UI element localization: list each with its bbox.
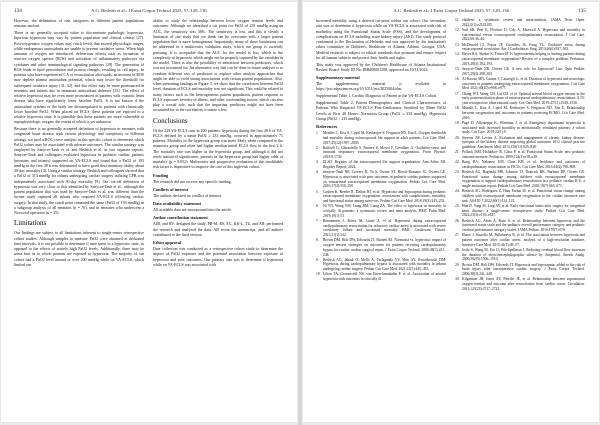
running-header — [316, 8, 586, 14]
reference-text: Beshish AG, Baginski MR, Johnson TJ, Deatrick BK, Barbaro RP, Owens GE. Functional status change among children with extracorporeal membrane oxygenation to support cardiopulmonary resuscitation in a pediatric cardiac ICU: a single institution report. Pediatr Crit Care Med. 2018;19(7):665–671. — [462, 169, 585, 189]
reference-number: 30. — [455, 277, 460, 282]
right-page-column-2 — [455, 18, 585, 292]
reference-item — [316, 190, 446, 204]
page-number: 135 — [578, 8, 586, 14]
subheading-author-contribution: Author contribution statement — [153, 215, 208, 221]
reference-text: Sznycer-Taub NR, Lowery R, Yu S, Owens ST, Hirsch-Romano JC, Owens GE. Hyperoxia is associated with poor outcomes in pediatric cardiac patients supported on venoarterial extracorporeal membrane oxygenation. Pediatr Crit Care Med. 2016;17(4):350–358. — [323, 170, 446, 189]
reference-text: children: a systematic review and meta-analysis. JAMA Netw Open. 2022;5(1):e2142105. — [462, 18, 585, 27]
right-page-column-1 — [316, 18, 446, 292]
reference-item — [316, 131, 446, 145]
subheading-ethics: Ethics approval — [153, 240, 182, 245]
paragraph: All available data are incorporated into the article. — [153, 207, 233, 212]
reference-number: 21. — [455, 150, 460, 155]
reference-number: 11. — [455, 18, 460, 22]
reference-text: Lilien TA, Groeneveld NS, van Etten-Jamaludin F, et al. Association of arterial hyperoxia with outcomes in critically ill — [323, 272, 446, 282]
reference-text: Pollack MM, Holubkov R, Glass P, et al. Functional Status Scale: new pediatric outcome measure. Pediatrics. 2009;124(1):e18–e28. — [462, 150, 585, 159]
reference-text: Chang WT, Wang CH, Lai CH, et al. Optimal arterial blood oxygen tension in the early postresuscitation phase of extracorporeal cardiopulmonary resuscitation: A 15-year retrospective observational study. Crit Care Med. 2019;47(11):1549–1556. — [462, 91, 585, 106]
reference-text: Beshish AG, Jahadi O, Mello A, Yarlagadda VV, Shin AY, Kwiatkowski DM. Hyperoxia during cardiopulmonary bypass is associated with mortality in infants undergoing cardiac surgery. Pediatr Crit Care Med. 2021;22(5):445–453. — [323, 257, 446, 272]
reference-number: 24. — [455, 189, 460, 194]
reference-text: Brown DM, Holt DW, Edwards JT, Burnett RJ. Normoxia vs. hyperoxia: impact of oxygen tension strategies on outcomes for patients receiving cardiopulmonary bypass for routine cardiac surgical repair. J Extra Corpor Technol. 2006;38(3):241–248. — [323, 238, 446, 257]
reference-item — [455, 263, 585, 277]
reference-item — [455, 106, 585, 120]
reference-item — [455, 219, 585, 233]
reference-item — [455, 18, 585, 28]
paragraph: Of the 229 VA-ECLS runs in 200 patients, hyperoxia during the first 48 h of VA-ECLS defined by a mean PaO2 ≥ 233 mmHg, occurred in approximately 71 patients. Mortality in the hyperoxia group was more likely when compared to the normoxia group and often had higher median initial ECLS flow in the first 2 h. The mortality rate was higher in the hyperoxia group, and although it did not reach statistical significance, patients in the hyperoxia group had higher odds of mortality (p = 0.052). Multicenter and prospective evaluation of this modifiable risk factor is imperative to improve the care of this high-risk cohort. — [153, 127, 283, 170]
reference-item — [455, 28, 585, 42]
reference-text: Ni YN, Wang YM, Liang BM, Liang ZA. The effect of hyperoxia on mortality in critically ill patients: a systematic review and meta analysis. BMC Pulm Med. 2019;19(1):53. — [323, 204, 446, 218]
section-heading-conclusions: Conclusions — [153, 116, 188, 125]
reference-item — [455, 150, 585, 160]
reference-item — [455, 160, 585, 170]
paragraph: ability to study the relationship between lower oxygen tension levels and outcomes. Although we identified a cut point for PaO2 of 233 mmHg using an AUC, the sensitivity was 36%. The sensitivity is low, and this is clearly a limitation of our study that we think can be overcome with a larger patient population that is more homogenous. Importantly, many of these limitations can be addressed in a multicenter validation study, which our group is currently pursuing. It is acceptable that the AUC for the model is low, which to the complexity of hyperoxia, which might not be properly captured by the variables in the model. There is also the possibility of interaction between predictors, which was not accounted for. An alternative way that can be done in future analyses is to combine different sets of predictors or explore other analytic approaches that might be able to yield strong associations with certain patient populations. Also, when presenting findings in Figure 3, we show that the correlation between PaO2 level, duration of ECLS and mortality was not significant. This could be related to many factors such as the heterogeneous patient population, patient response to ECLS exposure, severity of illness, and other confounding factors, which can also play a crucial role, such that the important predictors might not have been accounted for in the correlation, to name a few. — [153, 18, 284, 113]
reference-item — [316, 146, 446, 160]
reference-list — [316, 131, 446, 282]
reference-number: 15. — [455, 67, 460, 72]
reference-item — [455, 189, 585, 203]
paragraph: Supplemental Table 1, Cardiac Diagnosis of Patient in the VA-ECLS Cohort. — [316, 93, 438, 99]
reference-text: Mendes L, Kiss A, Cypel M, Keshavjee S, Ferguson ND, Fan E. Oxygen thresholds and mortality during extracorporeal life support in adult patients. Crit Care Med. 2017;45(12):1997–2005. — [323, 131, 446, 145]
reference-number: 18. — [455, 106, 460, 111]
reference-text: Joshi S, Wang M, Etu JJ, Pile-Spellman J. Reducing cerebral blood flow increases the duration of electroencephalographic silence by thiopental. Anesth Analg. 2006;102(5):1506–1510. — [462, 247, 585, 262]
reference-number: 19. — [455, 120, 460, 125]
reference-item — [455, 52, 585, 66]
reference-number: 16. — [455, 76, 460, 81]
paragraph: Our findings are subject to all limitations inherent to single-center retrospective cohort studies. Although samples to measure PaO2 were obtained at dedicated time intervals, it is not possible to determine if time spent in a hyperoxic state, as opposed to the effects of acutely high PaO2 levels. Additionally, there may be some bias as to which patients are exposed to hyperoxia. The majority of our cohort had a PaO2 level around or over 200 mmHg while on VA-ECLS, which limited our — [14, 230, 144, 267]
reference-number: 20. — [455, 135, 460, 140]
reference-item — [455, 67, 585, 77]
reference-item — [316, 170, 446, 189]
reference-text: Pagé D, Allouteppe K, Wiseman J, et al. Emergency department hyperoxia is associated with increased mortality in mechanically ventilated patients: a cohort study. Crit Care. 2018;22(1):9. — [462, 120, 585, 135]
reference-number: 5. — [316, 189, 319, 194]
section-heading-limitations: Limitations — [14, 219, 47, 228]
running-title: A.G. Beshish et al.; J Extra Corpor Technol 2025, 57, 129–136 — [393, 8, 509, 13]
reference-number: 10. — [316, 272, 321, 277]
reference-item — [455, 136, 585, 150]
reference-item — [455, 121, 585, 135]
subheading-data-availability: Data availability statement — [153, 201, 202, 206]
subheading-funding: Funding — [153, 172, 169, 178]
paragraph: This study was approved by the Children's Healthcare of Atlanta Institutional Review Board: Study ID No. IRB#00001299, approved on 10/11/2022. — [316, 61, 446, 72]
reference-number: 4. — [316, 170, 319, 175]
paragraph: Supplemental Table 2, Patient Demographics and Clinical Characteristics of Patients Who Required VA-ECLS Post-Cardiotomy Stratified by Mean PaO2 Levels at First 48 Hours: Normoxia Group (PaO2 ≤ 233 mmHg); Hyperoxia Group (PaO2 > 233 mmHg). — [316, 100, 446, 121]
reference-text: Kilgannon JH, Jones AE, Parrillo JE, et al. Relationship between supranormal oxygen tension and outcome after resuscitation from cardiac arrest. Circulation. 2011;123(23):2717–2722. — [462, 277, 585, 291]
reference-item — [455, 77, 585, 91]
reference-item — [455, 92, 585, 106]
running-header — [14, 8, 284, 14]
reference-text: Hua D, Yang M, Ling AY, et al. Early functional status after surgery for congenital heart disease: a single-center retrospective study. Pediatr Crit Care Med. 2022;23(3):e139–e147. — [462, 203, 585, 218]
reference-text: Cashen K, Reeder R, Dalton HJ, et al. Hyperoxia and hypocapnia during pediatric extracorporeal membrane oxygenation: associations with complications, mortality, and functional status among survivors. Pediatr Crit Care Med. 2018;19(3):245–253. — [323, 189, 446, 204]
reference-item — [455, 170, 585, 189]
left-page-column-2 — [153, 18, 283, 269]
paragraph: The authors declared no conflict of interest. — [153, 192, 222, 198]
reference-item — [316, 219, 446, 238]
references-heading: References — [316, 124, 338, 130]
paragraph: Data collection was conducted as a retrospective cohort study to determine the impact of PaO2 exposure and the potential association between exposure to hyperoxia and poor outcomes. Our primary aim was to determine if hyperoxia while on VA-ECLS was associated with — [153, 246, 283, 267]
reference-text: Stevens JW, Levine A. Evaluation and management of chronic kidney disease: synopsis of the kidney disease improving global outcomes 2012 clinical practice guideline. Ann Intern Med. 2013;158(11):825–830. — [462, 135, 585, 150]
paragraph: However, the delineation of risk categories in different patient populations remains unclear. — [14, 18, 144, 29]
reference-number: 7. — [316, 218, 319, 223]
reference-number: 9. — [316, 257, 319, 262]
reference-number: 3. — [316, 160, 319, 165]
reference-item — [455, 204, 585, 218]
reference-item — [455, 277, 585, 291]
reference-number: 28. — [455, 247, 460, 252]
reference-number: 26. — [455, 218, 460, 223]
reference-number: 13. — [455, 42, 460, 47]
reference-text: Bonnemain J, Rusca M, Ltaief Z, et al. Hyperoxia during extracorporeal cardiopulmonary resuscitation for refractory cardiac arrest is associated with severe circulatory failure and increased mortality. BMC Cardiovasc Disord. 2021;21(1):542. — [323, 218, 446, 238]
reference-number: 29. — [455, 262, 460, 267]
reference-number: 17. — [455, 91, 460, 96]
reference-text: Munshi L, Kiss A, Cypel M, Keshavjee S, Ferguson ND, Fan E. Relationship between oxygenation and outcomes in patients receiving ECMO. Crit Care Med. 2016. — [462, 106, 585, 120]
reference-item — [316, 238, 446, 257]
reference-number: 25. — [455, 203, 460, 208]
reference-text: Bong RA, Nakaneo UM, Chan KH, et al. Incidence and outcomes of cardiopulmonary resuscitation in PICUs. Crit Care Med. 2016;44(4):798–808. — [462, 160, 585, 169]
reference-item — [455, 43, 585, 53]
reference-number: 23. — [455, 169, 460, 174]
reference-text: Al-Kawaz MN, Canner J, Caturegli G, et al. Duration of hyperoxia and neurologic outcomes in patients undergoing extracorporeal membrane oxygenation. Crit Care Med. 2021;49(10):e968–e977. — [462, 76, 585, 91]
subheading-supplementary: Supplementary material — [316, 75, 360, 81]
reference-item — [455, 248, 585, 262]
paragraph: Because there is no generally accepted definition of hyperoxia in neonates with congenital heart disease with various physiology and complexity in different settings, we used a ROC curve analysis in this specific cohort to determine which PaO2 values may be associated with adverse outcomes. The similar strategy was employed by Sznycer-Taub et al. and Beshish et al. in two separate reports. Sznycer-Taub and colleagues evaluated hyperoxia in pediatric cardiac patients (neonates and infants) supported on VA-ECLS and found that a PaO2 of 193 mmHg in the first 48 h was determined to have good discriminatory ability about 30-day mortality [4]. Using a similar strategy, Beshish and colleagues showed that a PaO2 of 313 mmHg for infants undergoing cardiac surgery utilizing CPB was independently associated with 30-day mortality [9]. Our cut-off definition of hyperoxia was very close to that identified by Sznycer-Taub et al., although the patient population that was used by Sznycer-Taub et al. was different than the former study captured all infants who required VA-ECLS following cardiac surgery. In that study, the cutoff point remained the same (PaO2 of 193 mmHg) in a subgroup analysis of all neonates (n = 70), and in neonates who underwent a Norwood operation (n = 35). — [14, 126, 144, 216]
reference-text: Beshish AG, Amin A, Basu S, et al. Relationship between hyperoxia and the functional status scale and the pediatric overall performance category and pediatric cerebral performance category scales. JAMA Pediatr. 2016;170(7):676. — [462, 218, 585, 233]
paragraph: The supplementary material is available at https://ject.edpsciences.org/10.1051/ject/2025004/olm. — [316, 81, 446, 92]
reference-number: 6. — [316, 204, 319, 209]
paragraph: There is no generally accepted value to discriminate pathologic hyperoxia. Injurious hyperoxia may vary by patient population and clinical context [27]. Post-oxygenator oxygen values may reach levels that exceed physiologic ranges, while endogenous antioxidants are unable to prevent oxidative stress. When high amounts of oxygen are introduced, deleterious effects such as formation of reactive oxygen species (ROS) and activation of inflammatory pathways via cytokines and other immunological signaling pathways [29]. The generation of ROS leads to lipid peroxidation and protein changes, resulting in cell injury. In patients who have experienced CA or resuscitation afterwards, an increase in ROS may deplete plasma antioxidant potential, which may lower the threshold for subsequent oxidative injury [31, 32], and this effect may be more pronounced in neonates and infants due to immature antioxidant defenses [33]. The effect of relative hyperoxia may be even more pronounced in patients with cyanotic heart disease who have significantly lower baseline PaO2. It is not known if the antioxidant systems of the body are downregulated in patients with chronically lower baseline PaO2. When placed on ECLS, these patients are exposed to a relative hyperoxia state. It is plausible that these patients are more vulnerable to supraphysiologic oxygen, the extent of which is yet unknown. — [14, 30, 144, 125]
paragraph: The research did not receive any specific funding. — [153, 178, 232, 184]
reference-text: McDonald CI, Fraser JF, Coombes JS, Fung YL. Oxidative stress during extracorporeal circulation. Eur J Cardiothorac Surg. 2014;46(6):937–943. — [462, 42, 585, 52]
left-page-column-1 — [14, 18, 144, 269]
reference-text: Sznycer-Taub NR, Owens GE. A new role for hyperoxia? Curr Opin Pediatr. 2017;29(3):298–303. — [462, 67, 585, 76]
reference-number: 22. — [455, 160, 460, 165]
subheading-conflicts: Conflicts of interest — [153, 186, 189, 192]
reference-item — [316, 160, 446, 170]
page-number: 134 — [14, 8, 22, 14]
reference-item — [316, 258, 446, 272]
reference-number: 27. — [455, 233, 460, 238]
reference-list — [455, 18, 585, 291]
page-134 — [1, 2, 297, 422]
reference-number: 14. — [455, 52, 460, 57]
reference-text: Beshish AG, Rodriguez Z, Hani Farhat M, et al. Functional status change among children with extracorporeal membrane oxygenation in the cardiac intensive care unit. ASAIO J. 2022;69(1):114–121. — [462, 189, 585, 203]
reference-text: Sutl SH, Peel E, Fletcher D, Udy A, Maxwell A. Hyperoxia and mortality in conventional versus extracorporeal cardiopulmonary resuscitation. J Crit Care. 2022;68:36–44. — [462, 27, 585, 42]
reference-number: 12. — [455, 27, 460, 32]
reference-text: Raffaeli G, Ghirardello S, Passera S, Mosca F, Cavallaro G. Oxidative stress and neonatal respiratory extracorporeal membrane oxygenation. Front Physiol. 2018;9:1739. — [323, 145, 446, 160]
reference-text: Elmer J, Scutella M, Pullalarevu R, et al. The association between hyperoxia and patient outcomes after cardiac arrest: analysis of a high-resolution database. Intensive Care Med. 2015;41(1):49–57. — [462, 233, 585, 247]
paragraph: increased mortality using a derived cut-point within our cohort. Our secondary aim was to determine if hyperoxia while on VA-ECLS is associated with risk of morbidity using the Functional Status Scale (FSS), and the development of complications on ECLS including acute kidney injury (AKI). The study protocol conformed to the Declaration of Helsinki and was approved by the institution's ethics committee in Children's Healthcare of Atlanta, Atlanta, Georgia, USA. Medical research is subject to ethical standards that promote and ensure respect for all human subjects and protect their health and rights. — [316, 18, 446, 60]
page-gutter — [298, 0, 302, 425]
reference-text: ELSO. Registry of the extracorporeal life support organization. Ann Arbor MI: Registry Report; 2024. — [323, 160, 446, 170]
reference-text: Hayes RA, Shekar K, Fraser JF. Is hyperoxaemia helping or hurting patients during extracorporeal membrane oxygenation? Review of a complex problem. Perfusion. 2013;28(3):184–193. — [462, 52, 585, 66]
running-title: A.G. Beshish et al.; J Extra Corpor Technol 2025, 57, 129–136 — [91, 8, 207, 13]
reference-item — [316, 204, 446, 218]
reference-item — [455, 233, 585, 247]
paragraph: AJB, and RV: designed the study. PR-M, RS, EG, KK-L, TZ, and AR: performed the research and analyzed the data. AB wrote the manuscript, and all authors contributed to the final version. — [153, 221, 283, 237]
reference-number: 1. — [316, 131, 319, 136]
reference-item — [316, 272, 446, 282]
page-135 — [303, 2, 599, 422]
reference-number: 2. — [316, 145, 319, 150]
reference-number: 8. — [316, 238, 319, 243]
reference-text: Brown DM, Holt DW, Edwards JT. Hyperoxia and hypocapnia: added to the risk of brain injury after intraoperative cardiac surgery. J Extra Corpor Technol. 2006;38(3):241–248. — [462, 262, 585, 277]
